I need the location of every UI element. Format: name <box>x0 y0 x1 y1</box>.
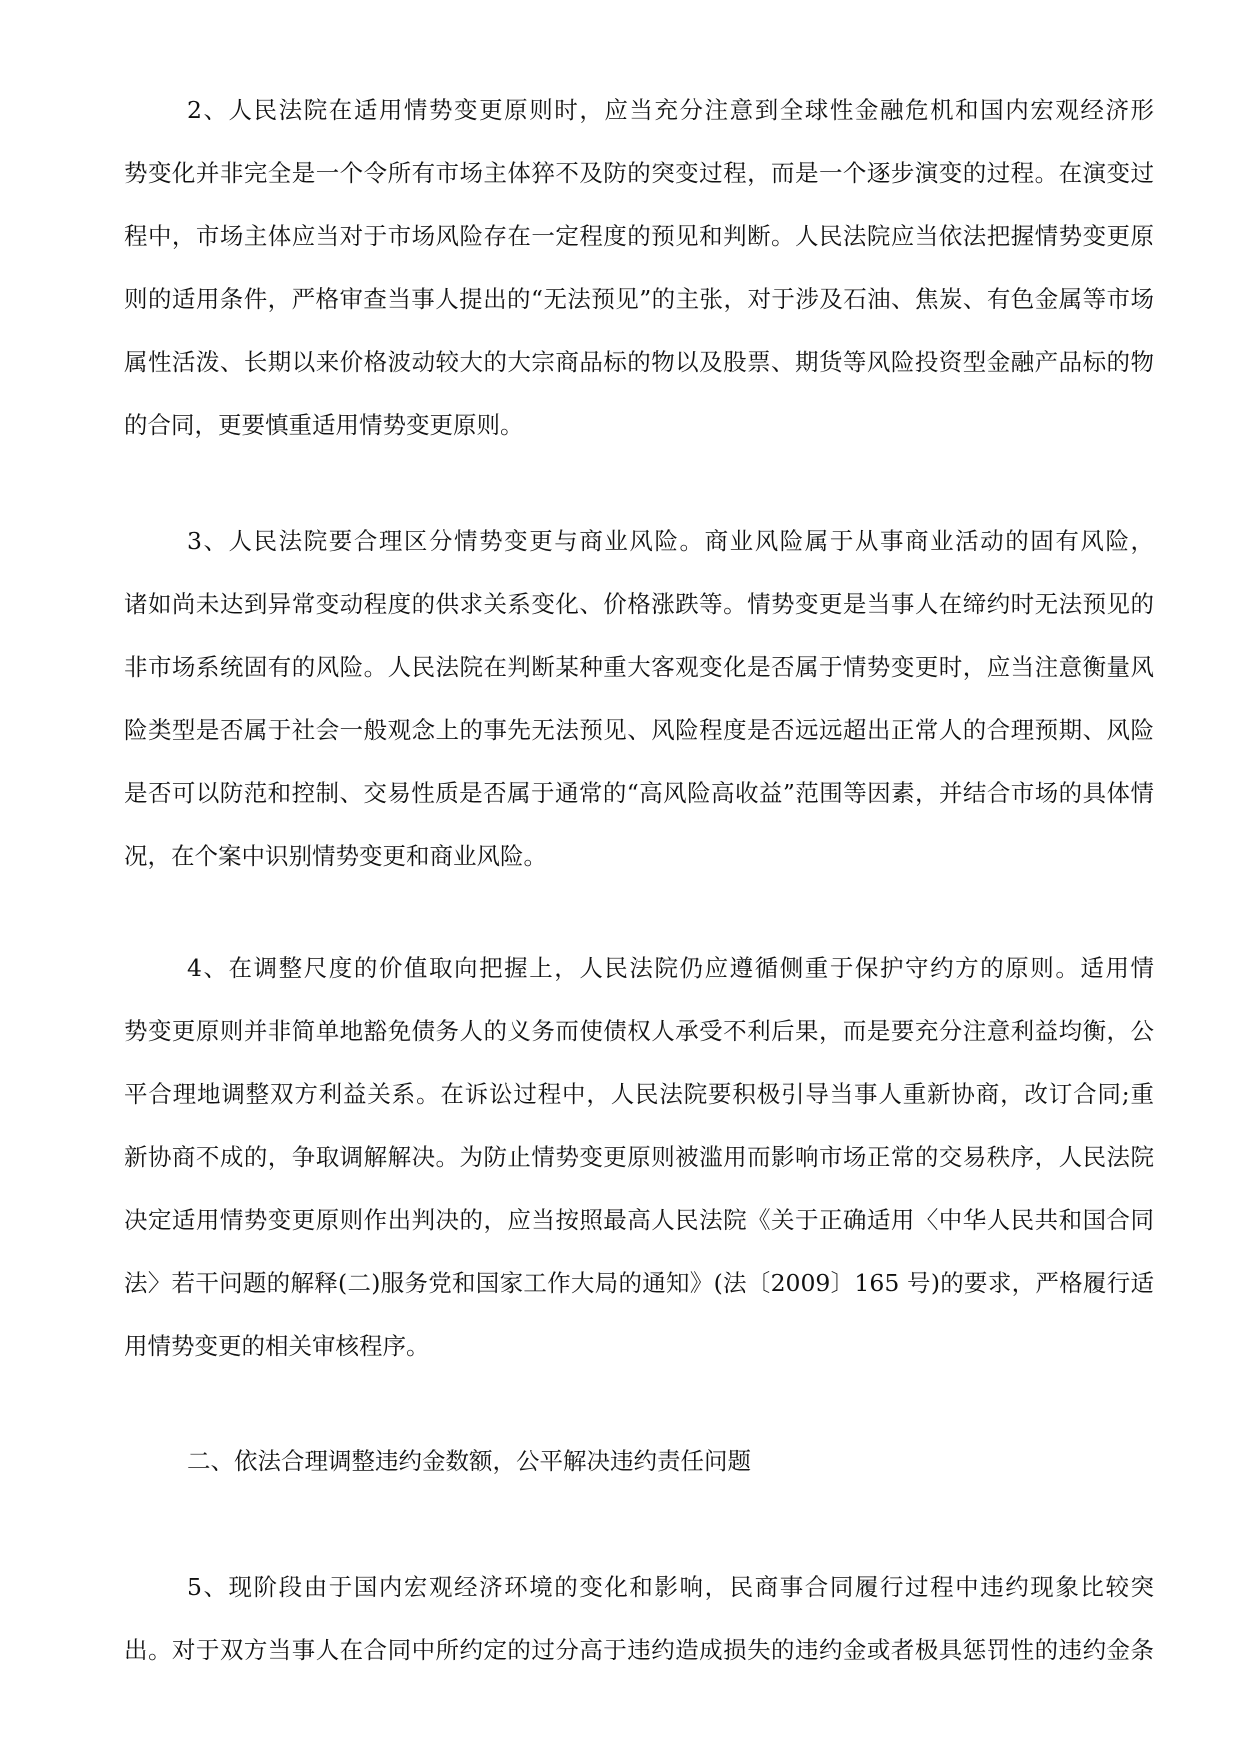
paragraph-line: 诸如尚未达到异常变动程度的供求关系变化、价格涨跌等。情势变更是当事人在缔约时无法预见的 <box>124 590 1154 618</box>
paragraph-line: 出。对于双方当事人在合同中所约定的过分高于违约造成损失的违约金或者极具惩罚性的违约金条 <box>124 1636 1154 1664</box>
paragraph-3 <box>124 510 1154 888</box>
paragraph-line: 5、现阶段由于国内宏观经济环境的变化和影响，民商事合同履行过程中违约现象比较突 <box>187 1573 1154 1601</box>
paragraph-line: 则的适用条件，严格审查当事人提出的“无法预见”的主张，对于涉及石油、焦炭、有色金属等市场 <box>124 285 1154 313</box>
paragraph-line: 决定适用情势变更原则作出判决的，应当按照最高人民法院《关于正确适用〈中华人民共和国合同 <box>124 1206 1154 1234</box>
paragraph-line: 2、人民法院在适用情势变更原则时，应当充分注意到全球性金融危机和国内宏观经济形 <box>187 96 1154 124</box>
paragraph-line: 4、在调整尺度的价值取向把握上，人民法院仍应遵循侧重于保护守约方的原则。适用情 <box>187 954 1154 982</box>
paragraph-line: 的合同，更要慎重适用情势变更原则。 <box>124 411 524 439</box>
paragraph-line: 非市场系统固有的风险。人民法院在判断某种重大客观变化是否属于情势变更时，应当注意衡量风 <box>124 653 1154 681</box>
paragraph-line: 程中，市场主体应当对于市场风险存在一定程度的预见和判断。人民法院应当依法把握情势变更原 <box>124 222 1154 250</box>
paragraph-line: 新协商不成的，争取调解解决。为防止情势变更原则被滥用而影响市场正常的交易秩序，人民法院 <box>124 1143 1154 1171</box>
section-heading <box>124 1430 1154 1493</box>
paragraph-line: 是否可以防范和控制、交易性质是否属于通常的“高风险高收益”范围等因素，并结合市场的具体情 <box>124 779 1154 807</box>
paragraph-line: 平合理地调整双方利益关系。在诉讼过程中，人民法院要积极引导当事人重新协商，改订合同;重 <box>124 1080 1154 1108</box>
section-heading-text: 二、依法合理调整违约金数额，公平解决违约责任问题 <box>187 1447 751 1475</box>
paragraph-line: 势变更原则并非简单地豁免债务人的义务而使债权人承受不利后果，而是要充分注意利益均衡，公 <box>124 1017 1154 1045</box>
paragraph-2 <box>124 79 1154 457</box>
paragraph-5 <box>124 1556 1154 1682</box>
paragraph-line: 况，在个案中识别情势变更和商业风险。 <box>124 842 547 870</box>
paragraph-4 <box>124 937 1154 1378</box>
paragraph-line: 势变化并非完全是一个令所有市场主体猝不及防的突变过程，而是一个逐步演变的过程。在演变过 <box>124 159 1154 187</box>
paragraph-line: 属性活泼、长期以来价格波动较大的大宗商品标的物以及股票、期货等风险投资型金融产品标的物 <box>124 348 1154 376</box>
paragraph-line: 法〉若干问题的解释(二)服务党和国家工作大局的通知》(法〔2009〕165 号)的要求，严格履行适 <box>124 1269 1154 1297</box>
paragraph-line: 3、人民法院要合理区分情势变更与商业风险。商业风险属于从事商业活动的固有风险， <box>187 527 1154 555</box>
paragraph-line: 险类型是否属于社会一般观念上的事先无法预见、风险程度是否远远超出正常人的合理预期、风险 <box>124 716 1154 744</box>
paragraph-line: 用情势变更的相关审核程序。 <box>124 1332 430 1360</box>
